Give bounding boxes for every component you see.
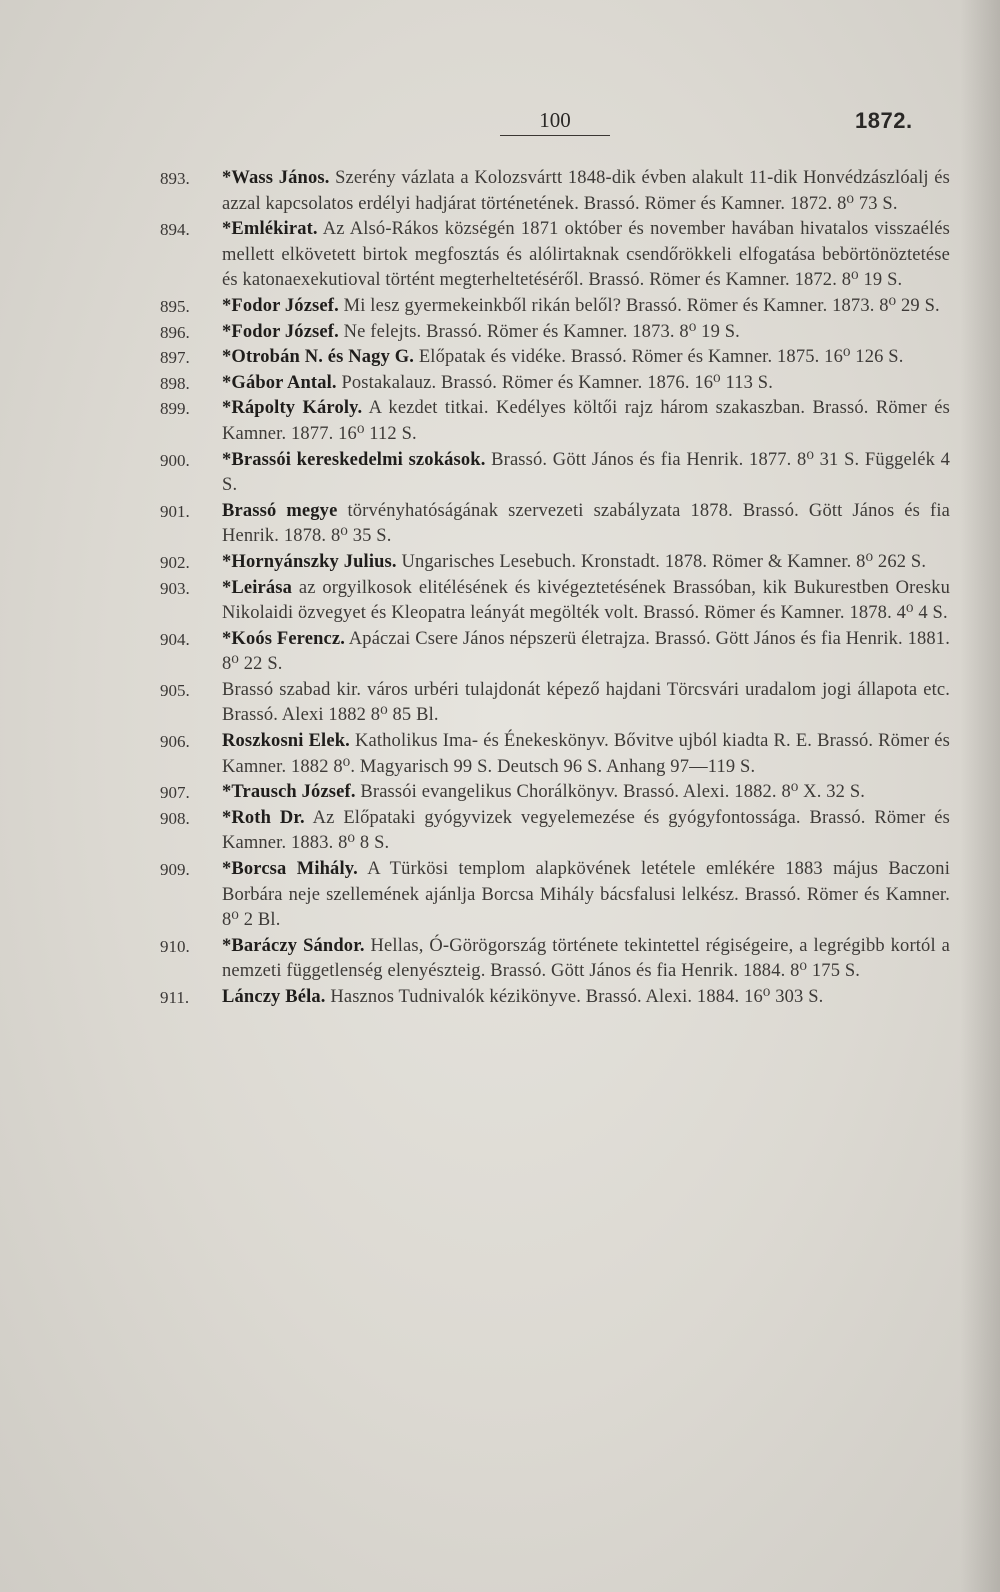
entry-description: Brassó szabad kir. város urbéri tulajdonát képező hajdani Törcsvári uradalom jogi állapota etc. Brassó. Alexi 1882 8⁰ 85 Bl. — [222, 679, 950, 726]
running-year: 1872. — [855, 108, 913, 133]
entry-text — [222, 320, 950, 346]
entry-text — [222, 678, 950, 729]
entry-text — [222, 217, 950, 294]
entry-number: 904. — [160, 629, 190, 649]
entry-number: 900. — [160, 450, 190, 470]
bibliography-entry — [160, 396, 950, 447]
entry-author: Roszkosni Elek. — [222, 731, 350, 752]
entry-text — [222, 934, 950, 985]
bibliography-entry — [160, 985, 950, 1011]
entry-description: Brassó. Gött János és fia Henrik. 1877. 8⁰ 31 S. Függelék 4 S. — [222, 449, 951, 496]
entry-text — [222, 550, 950, 576]
entry-description: Az Alsó-Rákos községén 1871 október és november havában hivatalos visszaélés mellett elkövetett birtok megfosztás és alólirtaknak csendőrökkeli elfogatása bebörtönöztetése és katonaexekutioval történt megterheltetéséről. Brassó. Römer és Kamner. 1872. 8⁰ 19 S. — [222, 219, 950, 291]
page-number: 100 — [500, 108, 610, 136]
entry-author: Lánczy Béla. — [222, 987, 326, 1007]
entry-number: 903. — [160, 578, 190, 598]
entry-author: *Gábor Antal. — [222, 372, 337, 393]
entry-description: Mi lesz gyermekeinkből rikán belől? Brassó. Römer és Kamner. 1873. 8⁰ 29 S. — [343, 295, 940, 316]
entry-description: Apáczai Csere János népszerü életrajza. Brassó. Gött János és fia Henrik. 1881. 8⁰ 22 S. — [222, 628, 950, 675]
entry-description: Postakalauz. Brassó. Römer és Kamner. 1876. 16⁰ 113 S. — [341, 372, 774, 393]
entry-text — [222, 627, 950, 678]
entry-author: *Wass János. — [222, 168, 330, 188]
entry-author: *Emlékirat. — [222, 219, 318, 240]
bibliography-entry — [160, 780, 950, 806]
page-edge-shadow — [960, 0, 1000, 1592]
entry-description: Szerény vázlata a Kolozsvártt 1848-dik évben alakult 11-dik Honvédzászlóalj és azzal kapcsolatos erdélyi hadjárat történetének. Brassó. Römer és Kamner. 1872. 8⁰ 73 S. — [222, 168, 950, 214]
entry-number: 899. — [160, 399, 190, 419]
entry-author: *Borcsa Mihály. — [222, 859, 358, 880]
entry-author: *Roth Dr. — [222, 807, 305, 828]
entry-number: 911. — [160, 988, 190, 1007]
entry-number: 901. — [160, 501, 190, 521]
entry-number: 909. — [160, 860, 190, 880]
entry-text — [222, 396, 950, 447]
entry-text — [222, 857, 950, 934]
bibliography-list — [160, 166, 950, 1011]
entry-author: *Fodor József. — [222, 321, 339, 342]
entry-text — [222, 576, 950, 627]
entry-number: 893. — [160, 169, 190, 188]
entry-text — [222, 345, 950, 371]
entry-text — [222, 985, 950, 1011]
entry-number: 898. — [160, 373, 190, 393]
entry-author: *Hornyánszky Julius. — [222, 551, 397, 572]
entry-author: *Trausch József. — [222, 782, 356, 803]
bibliography-entry — [160, 448, 950, 499]
bibliography-entry — [160, 166, 950, 217]
entry-text — [222, 448, 950, 499]
entry-number: 907. — [160, 783, 190, 803]
bibliography-entry — [160, 806, 950, 857]
entry-description: A kezdet titkai. Kedélyes költői rajz három szakaszban. Brassó. Römer és Kamner. 1877. 16⁰ 112 S. — [222, 398, 950, 444]
entry-description: Ne felejts. Brassó. Römer és Kamner. 1873. 8⁰ 19 S. — [343, 321, 740, 342]
bibliography-entry — [160, 499, 950, 550]
entry-description: Hasznos Tudnivalók kézikönyve. Brassó. Alexi. 1884. 16⁰ 303 S. — [330, 987, 824, 1007]
bibliography-entry — [160, 678, 950, 729]
entry-text — [222, 780, 950, 806]
entry-description: Ungarisches Lesebuch. Kronstadt. 1878. Römer & Kamner. 8⁰ 262 S. — [401, 551, 927, 572]
bibliography-entry — [160, 371, 950, 397]
entry-author: *Rápolty Károly. — [222, 398, 363, 419]
entry-author: Brassó megye — [222, 500, 338, 521]
bibliography-entry — [160, 294, 950, 320]
page-header — [0, 108, 1000, 140]
entry-number: 896. — [160, 322, 190, 342]
entry-text — [222, 294, 950, 320]
entry-description: Katholikus Ima- és Énekeskönyv. Bővitve ujból kiadta R. E. Brassó. Römer és Kamner. 1882 8⁰. Magyarisch 99 S. Deutsch 96 S. Anhang 97—119 S. — [222, 731, 951, 777]
entry-number: 906. — [160, 732, 190, 752]
entry-description: Az Előpataki gyógyvizek vegyelemezése és gyógyfontossága. Brassó. Römer és Kamner. 1883. 8⁰ 8 S. — [222, 807, 950, 854]
entry-description: A Türkösi templom alapkövének letétele emlékére 1883 május Baczoni Borbára neje szellemének ajánlja Borcsa Mihály bácsfalusi lelkész. Brassó. Römer és Kamner. 8⁰ 2 Bl. — [222, 859, 950, 931]
bibliography-entry — [160, 627, 950, 678]
entry-text — [222, 371, 950, 397]
entry-description: az orgyilkosok elitélésének és kivégeztetésének Brassóban, kik Bukurestben Oresku Nikolaidi özvegyet és Kleopatra leányát megölték volt. Brassó. Römer és Kamner. 1878. 4⁰ 4 S. — [222, 577, 950, 624]
entry-number: 902. — [160, 552, 190, 572]
entry-text — [222, 499, 950, 550]
entry-text — [222, 729, 950, 780]
entry-author: *Otrobán N. és Nagy G. — [222, 347, 415, 368]
entry-number: 894. — [160, 220, 190, 240]
entry-number: 897. — [160, 348, 190, 368]
entry-author: *Fodor József. — [222, 295, 339, 316]
bibliography-entry — [160, 729, 950, 780]
bibliography-entry — [160, 217, 950, 294]
entry-description: Előpatak és vidéke. Brassó. Römer és Kamner. 1875. 16⁰ 126 S. — [418, 347, 904, 368]
entry-number: 905. — [160, 680, 190, 700]
bibliography-entry — [160, 576, 950, 627]
entry-description: törvényhatóságának szervezeti szabályzata 1878. Brassó. Gött János és fia Henrik. 1878. 8⁰ 35 S. — [222, 500, 950, 547]
bibliography-entry — [160, 550, 950, 576]
entry-description: Hellas, Ó-Görögország története tekintettel régiségeire, a legrégibb kortól a nemzeti függetlenség elenyészteig. Brassó. Gött János és fia Henrik. 1884. 8⁰ 175 S. — [222, 935, 950, 982]
entry-text — [222, 166, 950, 217]
entry-author: *Leirása — [222, 577, 293, 598]
entry-author: *Baráczy Sándor. — [222, 935, 365, 956]
entry-author: *Koós Ferencz. — [222, 628, 346, 649]
bibliography-entry — [160, 857, 950, 934]
entry-author: *Brassói kereskedelmi szokások. — [222, 449, 486, 470]
entry-number: 895. — [160, 296, 190, 316]
entry-number: 908. — [160, 808, 190, 828]
bibliography-entry — [160, 934, 950, 985]
bibliography-entry — [160, 345, 950, 371]
entry-number: 910. — [160, 936, 190, 956]
entry-description: Brassói evangelikus Chorálkönyv. Brassó. Alexi. 1882. 8⁰ X. 32 S. — [360, 782, 866, 803]
bibliography-entry — [160, 320, 950, 346]
entry-text — [222, 806, 950, 857]
